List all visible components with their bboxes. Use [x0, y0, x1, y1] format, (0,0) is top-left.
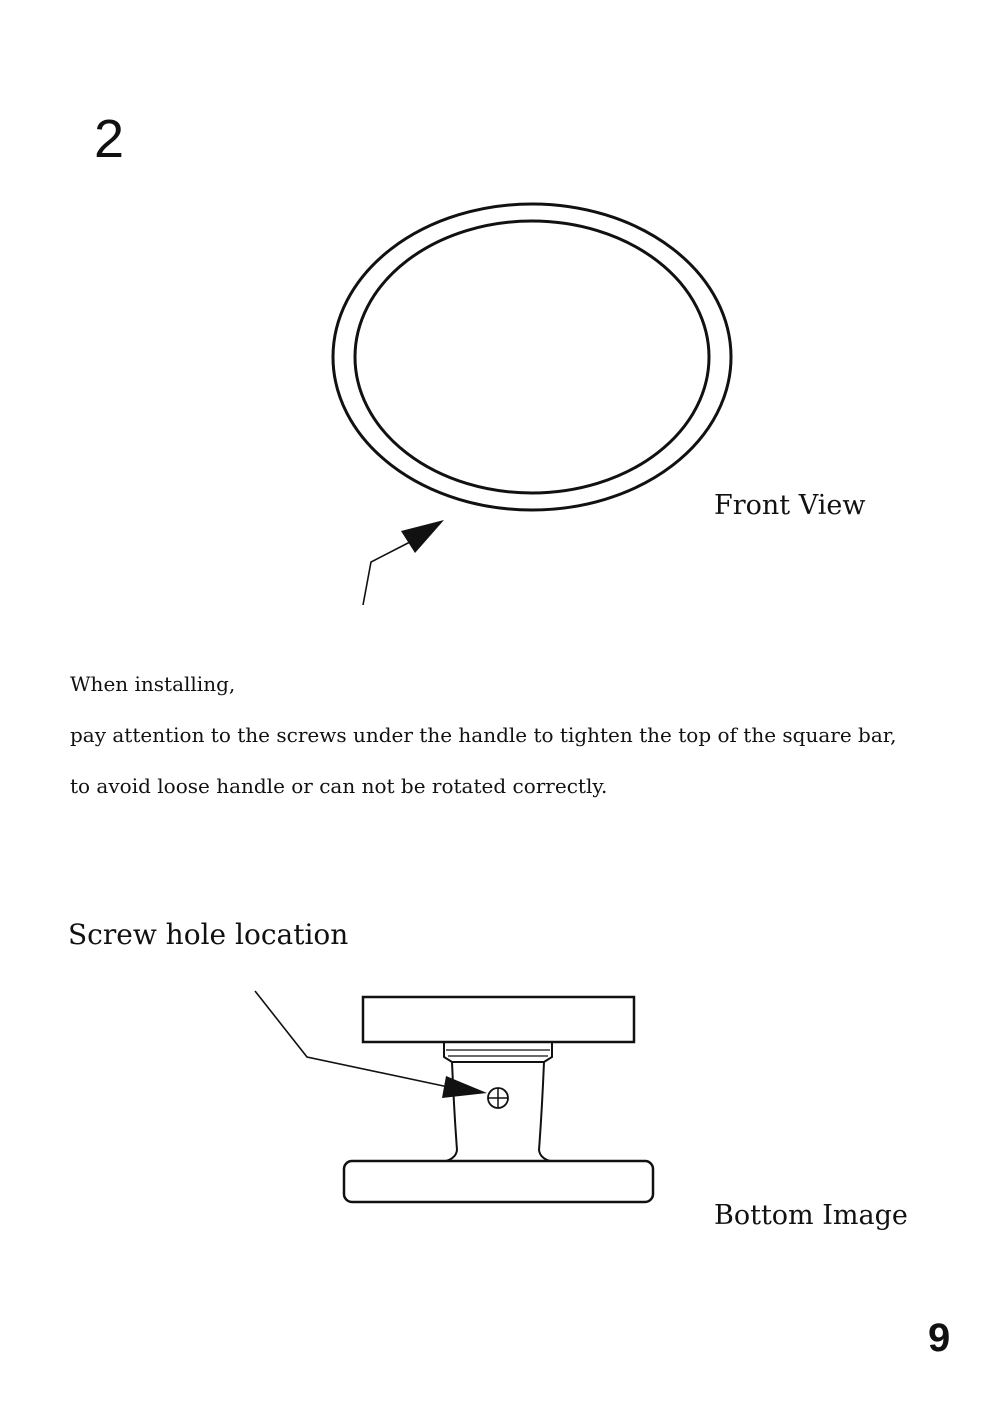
inner-ring	[355, 221, 709, 493]
step-number: 2	[94, 109, 125, 169]
screw-hole-pointer-arrow	[255, 991, 487, 1098]
instruction-line-3: to avoid loose handle or can not be rotated correctly.	[70, 774, 608, 798]
outer-ring	[333, 204, 731, 510]
handle-collar	[444, 1043, 552, 1062]
instruction-line-1: When installing,	[70, 672, 236, 696]
front-view-pointer-arrow	[363, 520, 444, 605]
bottom-image-label: Bottom Image	[714, 1200, 908, 1231]
page-number: 9	[928, 1316, 951, 1360]
bottom-view-diagram	[344, 997, 653, 1202]
screw-hole-location-label: Screw hole location	[68, 918, 349, 951]
handle-top-plate	[363, 997, 634, 1042]
front-view-diagram	[333, 204, 731, 510]
handle-base-plate	[344, 1161, 653, 1202]
front-view-label: Front View	[714, 490, 866, 521]
instruction-line-2: pay attention to the screws under the handle to tighten the top of the square bar,	[70, 723, 897, 747]
screw-hole-icon	[488, 1088, 508, 1108]
